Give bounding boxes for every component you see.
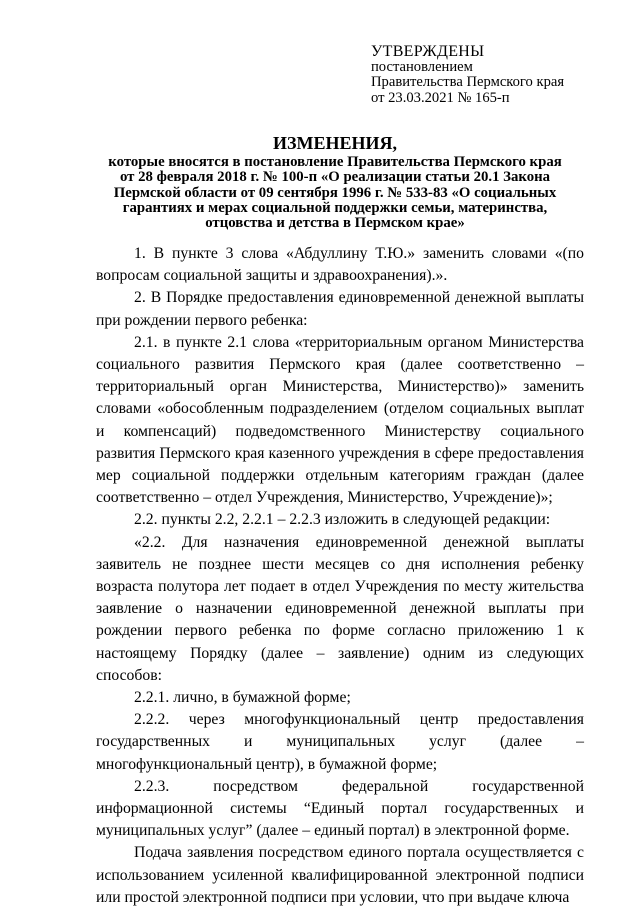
approval-stamp xyxy=(371,44,564,106)
document-body xyxy=(96,243,584,909)
paragraph: «2.2. Для назначения единовременной денежной выплаты заявитель не позднее шести месяцев со дня исполнения ребенку возраста полутора лет подает в отдел Учреждения по месту жительства заявление о назначении единовременной денежной выплаты при рождении первого ребенка по форме согласно приложению 1 к настоящему Порядку (далее – заявление) одним из следующих способов: xyxy=(96,533,584,684)
document-heading xyxy=(100,133,570,231)
paragraph: 1. В пункте 3 слова «Абдуллину Т.Ю.» заменить словами «(по вопросам социальной защиты и здравоохранения).». xyxy=(96,245,584,285)
paragraph: 2.2.2. через многофункциональный центр предоставления государственных и муниципальных услуг (далее – многофункциональный центр), в бумажной форме; xyxy=(96,711,584,773)
paragraph: 2.2.3. посредством федеральной государственной информационной системы “Единый портал государственных и муниципальных услуг” (далее – единый портал) в электронной форме. xyxy=(96,777,584,840)
approval-title: УТВЕРЖДЕНЫ xyxy=(371,43,485,60)
paragraph: 2. В Порядке предоставления единовременной денежной выплаты при рождении первого ребенка: xyxy=(96,289,584,329)
paragraph: 2.1. в пункте 2.1 слова «территориальным органом Министерства социального развития Пермского края (далее соответственно – территориальный орган Министерства, Министерство)» заменить словами «обособленным подразделением (отделом социальных выплат и компенсаций) подведомственного Министерству социального развития Пермского края казенного учреждения в сфере предоставления мер социальной поддержки отдельным категориям граждан (далее соответственно – отдел Учреждения, Министерство, Учреждение)»; xyxy=(96,333,584,507)
paragraph: Подача заявления посредством единого портала осуществляется с использованием усиленной квалифицированной электронной подписи или простой электронной подписи при условии, что при выдаче ключа xyxy=(96,844,584,906)
paragraph: 2.2.1. лично, в бумажной форме; xyxy=(134,689,351,707)
document-subtitle: которые вносятся в постановление Правительства Пермского края от 28 февраля 2018 г. № 100-п «О реализации статьи 20.1 Закона Пермской области от 09 сентября 1996 г. № 533-83 «О социальных гарантиях и мерах социальной поддержки семьи, материнства, отцовства и детства в Пермском крае» xyxy=(108,154,562,232)
approval-line: постановлением xyxy=(371,58,473,75)
document-title: ИЗМЕНЕНИЯ, xyxy=(272,133,397,153)
approval-line: Правительства Пермского края xyxy=(371,74,565,90)
paragraph: 2.2. пункты 2.2, 2.2.1 – 2.2.3 изложить в следующей редакции: xyxy=(134,511,551,529)
approval-date: от 23.03.2021 № 165-п xyxy=(371,89,510,106)
